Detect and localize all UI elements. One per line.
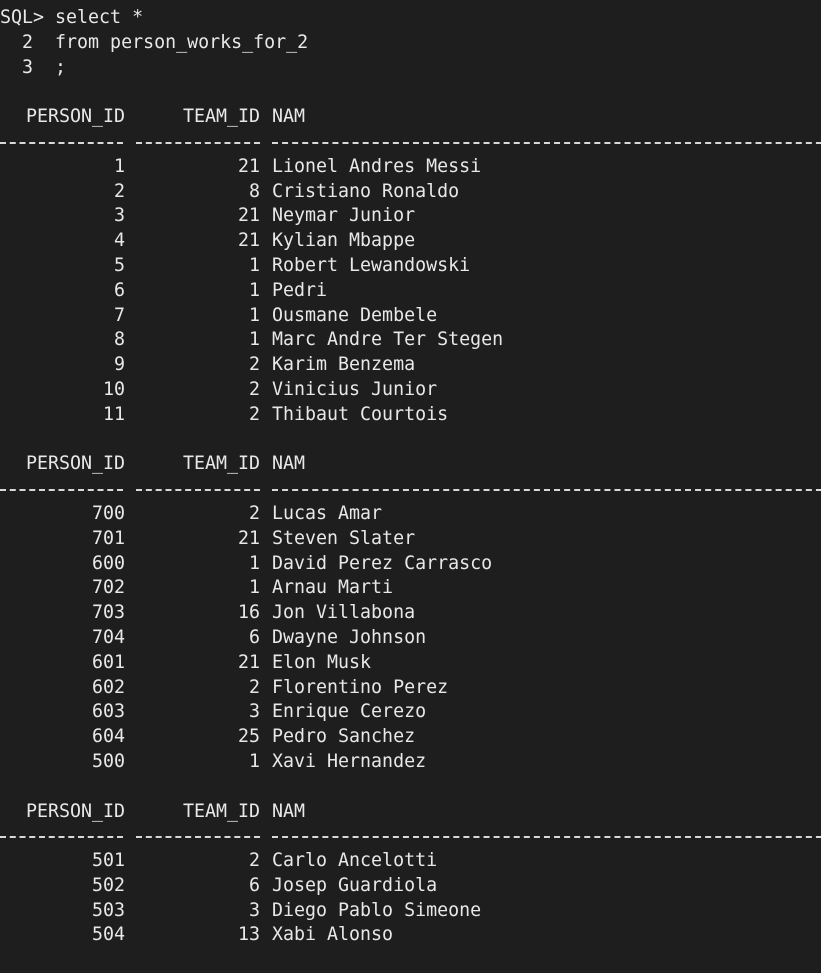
cell-person-id: 701 (91, 527, 125, 549)
dashed-separator (272, 489, 821, 491)
cell-team-id: 6 (248, 626, 260, 648)
cell-person-id: 4 (113, 230, 125, 252)
cell-person-id: 6 (113, 279, 125, 301)
dashed-separator (272, 836, 821, 838)
table-row (0, 204, 821, 229)
column-header-name: NAM (272, 453, 306, 475)
cell-team-id: 1 (248, 279, 260, 301)
blank-line (0, 775, 821, 800)
dashed-separator (272, 142, 821, 144)
cell-person-id: 600 (91, 552, 125, 574)
cell-name: Karim Benzema (272, 354, 416, 376)
table-row (0, 229, 821, 254)
cell-name: David Perez Carrasco (272, 552, 493, 574)
table-row (0, 353, 821, 378)
column-header-row (0, 105, 821, 130)
cell-name: Marc Andre Ter Stegen (272, 329, 504, 351)
table-row (0, 279, 821, 304)
cell-person-id: 501 (91, 850, 125, 872)
table-row (0, 304, 821, 329)
table-row (0, 180, 821, 205)
cell-name: Enrique Cerezo (272, 701, 427, 723)
cell-team-id: 21 (237, 230, 260, 252)
sql-prompt-line: SQL> select * (0, 7, 144, 28)
cell-name: Steven Slater (272, 527, 416, 549)
cell-person-id: 703 (91, 602, 125, 624)
cell-name: Jon Villabona (272, 602, 416, 624)
table-row (0, 552, 821, 577)
table-row (0, 527, 821, 552)
table-row (0, 576, 821, 601)
cell-name: Diego Pablo Simeone (272, 899, 482, 921)
cell-person-id: 1 (113, 155, 125, 177)
dashed-separator (0, 836, 123, 838)
cell-team-id: 1 (248, 750, 260, 772)
table-row (0, 849, 821, 874)
sql-terminal-output[interactable] (0, 6, 821, 973)
cell-person-id: 11 (102, 403, 125, 425)
cell-team-id: 1 (248, 329, 260, 351)
cell-person-id: 2 (113, 180, 125, 202)
cell-team-id: 1 (248, 577, 260, 599)
table-row (0, 700, 821, 725)
cell-team-id: 1 (248, 552, 260, 574)
table-row (0, 155, 821, 180)
cell-name: Pedro Sanchez (272, 726, 416, 748)
table-row (0, 923, 821, 948)
cell-team-id: 2 (248, 502, 260, 524)
cell-person-id: 10 (102, 378, 125, 400)
cell-name: Neymar Junior (272, 205, 416, 227)
cell-name: Vinicius Junior (272, 378, 438, 400)
cell-person-id: 9 (113, 354, 125, 376)
cell-name: Xabi Alonso (272, 924, 394, 946)
column-header-team-id: TEAM_ID (182, 453, 260, 475)
cell-person-id: 502 (91, 874, 125, 896)
cell-team-id: 21 (237, 651, 260, 673)
sql-continuation-line-3: 3 ; (0, 56, 67, 78)
cell-name: Xavi Hernandez (272, 750, 427, 772)
dashed-separator (136, 489, 260, 491)
column-separator-row (0, 477, 821, 502)
dashed-separator (0, 489, 123, 491)
cell-name: Thibaut Courtois (272, 403, 449, 425)
cell-team-id: 1 (248, 304, 260, 326)
blank-line (0, 80, 821, 105)
cell-person-id: 504 (91, 924, 125, 946)
dashed-separator (136, 836, 260, 838)
cell-person-id: 3 (113, 205, 125, 227)
table-row (0, 725, 821, 750)
cell-team-id: 1 (248, 254, 260, 276)
column-header-team-id: TEAM_ID (182, 800, 260, 822)
table-row (0, 750, 821, 775)
table-row (0, 676, 821, 701)
cell-name: Arnau Marti (272, 577, 394, 599)
table-row (0, 378, 821, 403)
column-header-row (0, 800, 821, 825)
cell-person-id: 704 (91, 626, 125, 648)
cell-team-id: 2 (248, 850, 260, 872)
table-row (0, 874, 821, 899)
column-header-name: NAM (272, 800, 306, 822)
column-header-person-id: PERSON_ID (25, 800, 125, 822)
cell-name: Robert Lewandowski (272, 254, 471, 276)
cell-name: Pedri (272, 279, 328, 301)
cell-team-id: 2 (248, 354, 260, 376)
column-header-name: NAM (272, 106, 306, 128)
cell-team-id: 2 (248, 403, 260, 425)
dashed-separator (0, 142, 123, 144)
table-row (0, 254, 821, 279)
cell-team-id: 25 (237, 726, 260, 748)
table-row (0, 899, 821, 924)
cell-name: Lionel Andres Messi (272, 155, 482, 177)
blank-line (0, 428, 821, 453)
cell-name: Lucas Amar (272, 502, 383, 524)
cell-person-id: 603 (91, 701, 125, 723)
dashed-separator (136, 142, 260, 144)
cell-team-id: 2 (248, 676, 260, 698)
cell-person-id: 602 (91, 676, 125, 698)
cell-person-id: 8 (113, 329, 125, 351)
cell-team-id: 16 (237, 602, 260, 624)
cell-name: Dwayne Johnson (272, 626, 427, 648)
cell-name: Florentino Perez (272, 676, 449, 698)
table-row (0, 651, 821, 676)
column-header-person-id: PERSON_ID (25, 453, 125, 475)
cell-person-id: 604 (91, 726, 125, 748)
cell-name: Carlo Ancelotti (272, 850, 438, 872)
cell-person-id: 601 (91, 651, 125, 673)
cell-team-id: 2 (248, 378, 260, 400)
cell-team-id: 6 (248, 874, 260, 896)
table-row (0, 626, 821, 651)
cell-team-id: 21 (237, 155, 260, 177)
column-header-row (0, 452, 821, 477)
cell-person-id: 503 (91, 899, 125, 921)
cell-team-id: 13 (237, 924, 260, 946)
cell-team-id: 21 (237, 205, 260, 227)
cell-person-id: 7 (113, 304, 125, 326)
column-header-team-id: TEAM_ID (182, 106, 260, 128)
cell-name: Ousmane Dembele (272, 304, 438, 326)
cell-person-id: 500 (91, 750, 125, 772)
table-row (0, 328, 821, 353)
cell-team-id: 21 (237, 527, 260, 549)
column-separator-row (0, 130, 821, 155)
cell-team-id: 3 (248, 899, 260, 921)
cell-name: Josep Guardiola (272, 874, 438, 896)
cell-name: Kylian Mbappe (272, 230, 416, 252)
column-header-person-id: PERSON_ID (25, 106, 125, 128)
column-separator-row (0, 824, 821, 849)
cell-team-id: 3 (248, 701, 260, 723)
query-result (0, 80, 821, 948)
table-row (0, 502, 821, 527)
cell-person-id: 700 (91, 502, 125, 524)
cell-name: Cristiano Ronaldo (272, 180, 460, 202)
table-row (0, 601, 821, 626)
cell-name: Elon Musk (272, 651, 372, 673)
cell-team-id: 8 (248, 180, 260, 202)
cell-person-id: 5 (113, 254, 125, 276)
cell-person-id: 702 (91, 577, 125, 599)
sql-continuation-line-2: 2 from person_works_for_2 (0, 31, 309, 53)
table-row (0, 403, 821, 428)
